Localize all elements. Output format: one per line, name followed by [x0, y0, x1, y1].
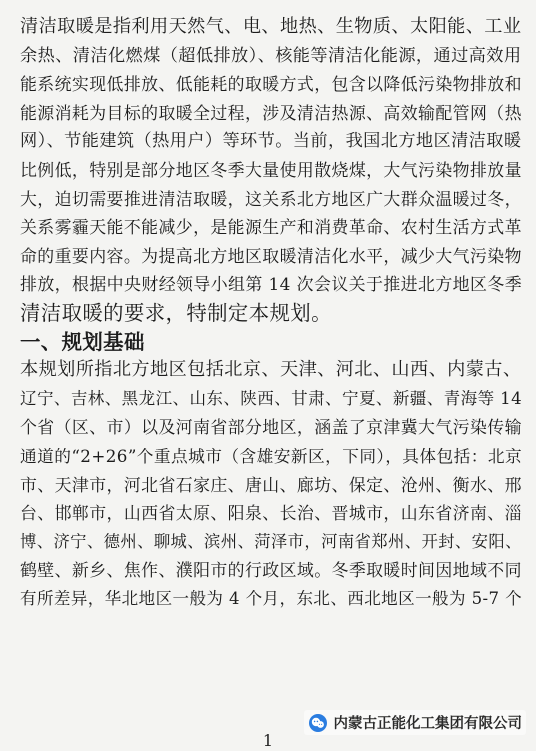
- paragraph-line: 命的重要内容。为提高北方地区取暖清洁化水平，减少大气污染物: [20, 245, 522, 266]
- paragraph-line: 余热、清洁化燃煤（超低排放）、核能等清洁化能源，通过高效用: [20, 45, 522, 66]
- paragraph-line: 能系统实现低排放、低能耗的取暖方式，包含以降低污染物排放和: [20, 74, 522, 95]
- paragraph-line: 网）、节能建筑（热用户）等环节。当前，我国北方地区清洁取暖: [20, 131, 522, 152]
- paragraph-line: 比例低，特别是部分地区冬季大量使用散烧煤，大气污染物排放量: [20, 160, 522, 180]
- watermark-text: 内蒙古正能化工集团有限公司: [333, 716, 522, 732]
- paragraph-line: 清洁取暖的要求，特制定本规划。: [20, 301, 332, 325]
- paragraph-line: 辽宁、吉林、黑龙江、山东、陕西、甘肃、宁夏、新疆、青海等 14: [20, 388, 523, 408]
- page-number: 1: [262, 731, 274, 750]
- paragraph-line: 鹤壁、新乡、焦作、濮阳市的行政区域。冬季取暖时间因地域不同: [20, 560, 522, 581]
- paragraph-line: 博、济宁、德州、聊城、滨州、菏泽市，河南省郑州、开封、安阳、: [20, 531, 522, 551]
- paragraph-line: 台、邯郸市，山西省太原、阳泉、长治、晋城市，山东省济南、淄: [20, 503, 522, 524]
- paragraph-line: 有所差异，华北地区一般为 4 个月，东北、西北地区一般为 5-7 个: [20, 589, 523, 608]
- paragraph-line: 能源消耗为目标的取暖全过程，涉及清洁热源、高效输配管网（热: [20, 102, 522, 123]
- paragraph-line: 通道的“2+26”个重点城市（含雄安新区，下同），具体包括：北京: [20, 446, 523, 466]
- paragraph-line: 排放，根据中央财经领导小组第 14 次会议关于推进北方地区冬季: [20, 274, 523, 295]
- paragraph-line: 大，迫切需要推进清洁取暖，这关系北方地区广大群众温暖过冬，: [20, 188, 522, 209]
- watermark: [304, 710, 527, 735]
- paragraph-line: 清洁取暖是指利用天然气、电、地热、生物质、太阳能、工业: [20, 16, 522, 37]
- paragraph-line: 个省（区、市）以及河南省部分地区，涵盖了京津冀大气污染传输: [20, 417, 522, 438]
- paragraph-line: 关系雾霾天能不能减少，是能源生产和消费革命、农村生活方式革: [20, 217, 522, 238]
- paragraph-line: 市、天津市，河北省石家庄、唐山、廊坊、保定、沧州、衡水、邢: [20, 474, 522, 495]
- paragraph-line: 本规划所指北方地区包括北京、天津、河北、山西、内蒙古、: [20, 359, 522, 381]
- section-heading: 一、规划基础: [20, 329, 145, 354]
- wechat-channel-icon: [308, 713, 328, 733]
